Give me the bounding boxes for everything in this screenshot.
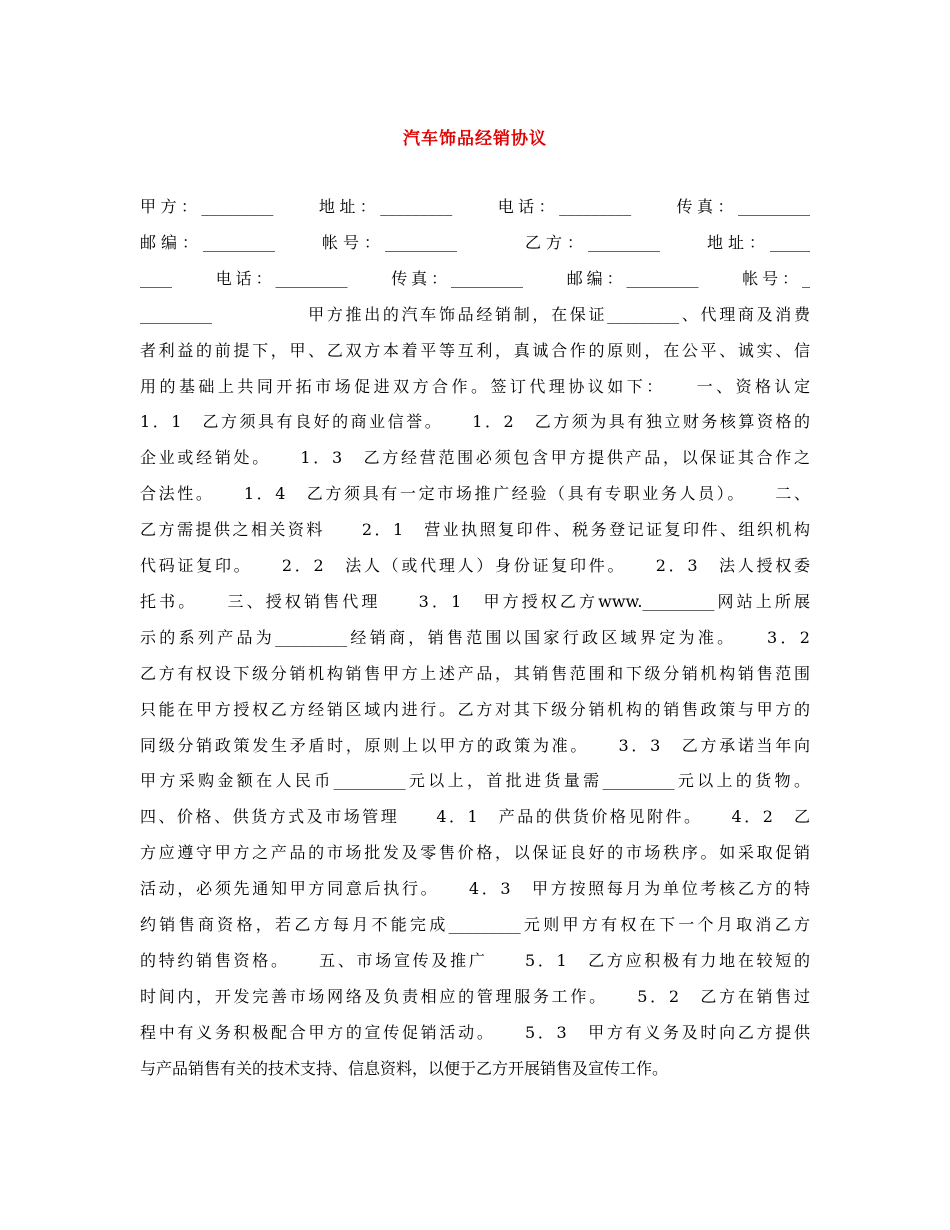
body-line: 乙方需提供之相关资料 2．1 营业执照复印件、税务登记证复印件、组织机构 bbox=[140, 520, 810, 540]
body-line: 的特约销售资格。 五、市场宣传及推广 5．1 乙方应积极有力地在较短的 bbox=[140, 950, 810, 970]
document-title: 汽车饰品经销协议 bbox=[403, 129, 547, 149]
body-line: 示的系列产品为_________经销商，销售范围以国家行政区域界定为准。 3．2 bbox=[140, 627, 810, 647]
body-line: 1．1 乙方须具有良好的商业信誉。 1．2 乙方须为具有独立财务核算资格的 bbox=[140, 412, 810, 432]
body-line: 时间内，开发完善市场网络及负责相应的管理服务工作。 5．2 乙方在销售过 bbox=[140, 986, 810, 1006]
body-line: 方应遵守甲方之产品的市场批发及零售价格，以保证良好的市场秩序。如采取促销 bbox=[140, 843, 810, 863]
body-line: 同级分销政策发生矛盾时，原则上以甲方的政策为准。 3．3 乙方承诺当年向 bbox=[140, 735, 810, 755]
body-line: 活动，必须先通知甲方同意后执行。 4．3 甲方按照每月为单位考核乙方的特 bbox=[140, 879, 810, 899]
body-line: 邮编：_________ 帐号：_________ 乙方：_________ 地址：_____ bbox=[140, 232, 810, 252]
body-line: 乙方有权设下级分销机构销售甲方上述产品，其销售范围和下级分销机构销售范围 bbox=[140, 663, 810, 683]
body-line: 代码证复印。 2．2 法人（或代理人）身份证复印件。 2．3 法人授权委 bbox=[140, 556, 810, 575]
body-line: 用的基础上共同开拓市场促进双方合作。签订代理协议如下： 一、资格认定 bbox=[140, 376, 810, 396]
body-line: 程中有义务积极配合甲方的宣传促销活动。 5．3 甲方有义务及时向乙方提供 bbox=[140, 1022, 810, 1042]
body-line: 企业或经销处。 1．3 乙方经营范围必须包含甲方提供产品，以保证其合作之 bbox=[140, 448, 810, 468]
body-line: 合法性。 1．4 乙方须具有一定市场推广经验（具有专职业务人员）。 二、 bbox=[140, 484, 810, 504]
body-line: 者利益的前提下，甲、乙双方本着平等互利，真诚合作的原则，在公平、诚实、信 bbox=[140, 340, 810, 360]
body-line: 托书。 三、授权销售代理 3．1 甲方授权乙方www._________网站上所展 bbox=[140, 591, 810, 611]
body-line: _________ 甲方推出的汽车饰品经销制，在保证_________、代理商及消费 bbox=[140, 304, 810, 324]
body-line: ____ 电话：_________ 传真：_________ 邮编：_________ 帐号：_ bbox=[140, 268, 810, 288]
body-line: 甲方采购金额在人民币_________元以上，首批进货量需_________元以上的货物。 bbox=[140, 771, 810, 791]
body-line: 甲方：_________ 地址：_________ 电话：_________ 传真：_________ bbox=[140, 197, 810, 216]
body-line: 约销售商资格，若乙方每月不能完成_________元则甲方有权在下一个月取消乙方 bbox=[140, 915, 810, 934]
body-line: 与产品销售有关的技术支持、信息资料，以便于乙方开展销售及宣传工作。 bbox=[140, 1058, 669, 1078]
body-line: 只能在甲方授权乙方经销区域内进行。乙方对其下级分销机构的销售政策与甲方的 bbox=[140, 699, 810, 719]
body-line: 四、价格、供货方式及市场管理 4．1 产品的供货价格见附件。 4．2 乙 bbox=[140, 807, 810, 827]
